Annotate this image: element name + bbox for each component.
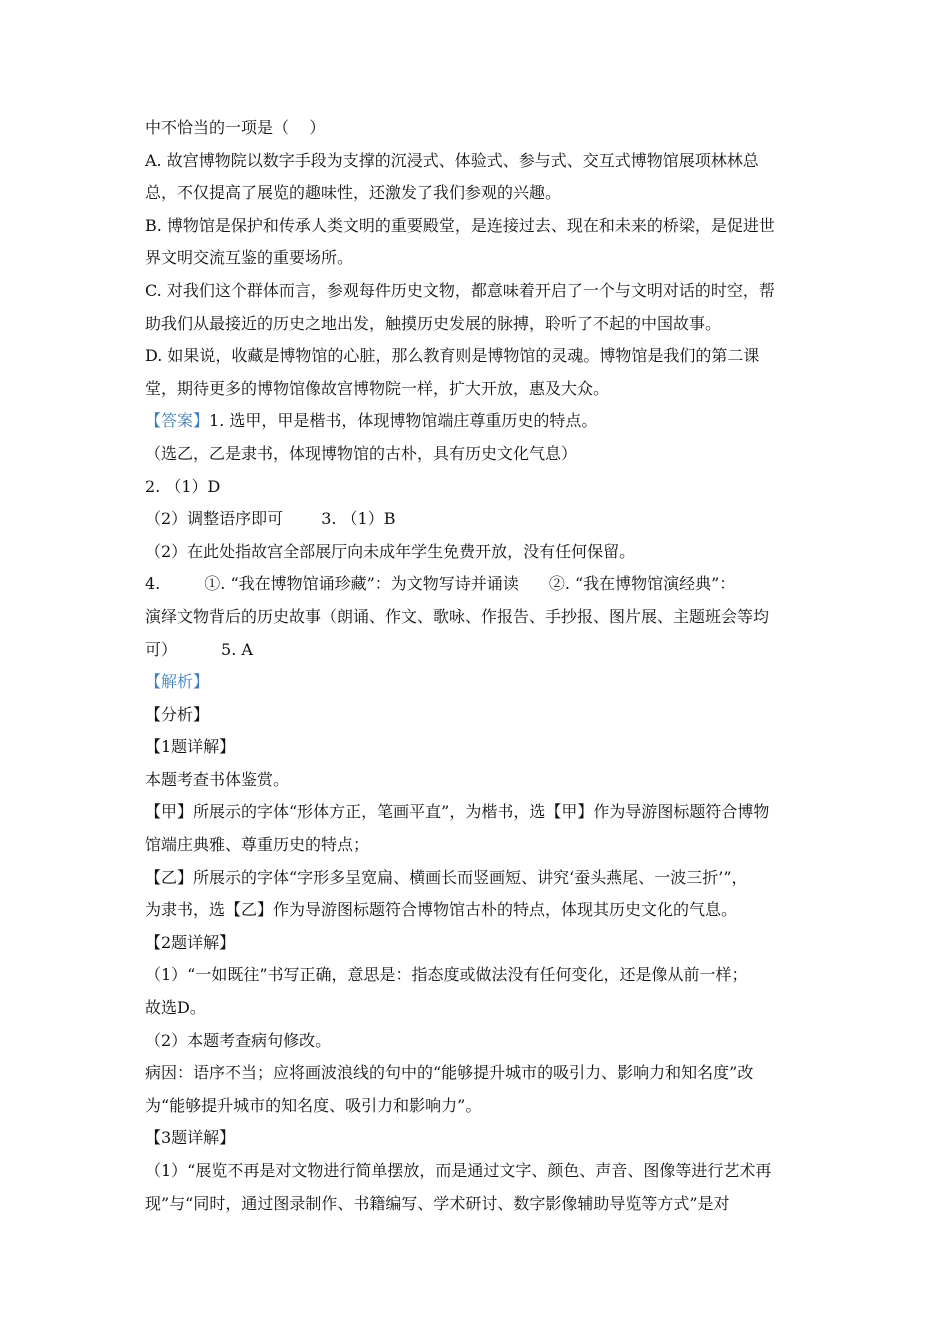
q2-part-1-line-1: （1）“一如既往”书写正确，意思是：指态度或做法没有任何变化，还是像从前一样； bbox=[145, 965, 748, 985]
answer-1-alternative: （选乙，乙是隶书，体现博物馆的古朴，具有历史文化气息） bbox=[145, 443, 578, 463]
option-a-line-2: 总，不仅提高了展览的趣味性，还激发了我们参观的兴趣。 bbox=[145, 183, 562, 203]
answer-3-part-1: 3. （1）B bbox=[321, 509, 396, 529]
option-c-line-2: 助我们从最接近的历史之地出发，触摸历史发展的脉搏，聆听了不起的中国故事。 bbox=[145, 313, 722, 333]
q2-reason-line-2: 为“能够提升城市的知名度、吸引力和影响力”。 bbox=[145, 1095, 482, 1115]
option-b-line-1: B. 博物馆是保护和传承人类文明的重要殿堂，是连接过去、现在和未来的桥梁，是促进世 bbox=[145, 215, 775, 235]
answer-2-part-1: 2. （1）D bbox=[145, 476, 221, 496]
answer-line-1 bbox=[145, 405, 810, 438]
option-a-line-1: A. 故宫博物院以数字手段为支撑的沉浸式、体验式、参与式、交互式博物馆展项林林总 bbox=[145, 150, 759, 170]
answer-4-5-line bbox=[145, 634, 810, 667]
answer-label: 【答案】 bbox=[145, 411, 210, 431]
option-b-line-2: 界文明交流互鉴的重要场所。 bbox=[145, 248, 354, 268]
q1-yi-line-2: 为隶书，选【乙】作为导游图标题符合博物馆古朴的特点，体现其历史文化的气息。 bbox=[145, 900, 738, 920]
q2-heading: 【2题详解】 bbox=[145, 932, 236, 952]
question-stem: 中不恰当的一项是（ ） bbox=[145, 118, 326, 137]
q2-part-2: （2）本题考查病句修改。 bbox=[145, 1030, 332, 1050]
option-d-line-2: 堂，期待更多的博物馆像故宫博物院一样，扩大开放，惠及大众。 bbox=[145, 378, 610, 398]
answer-4-line-1 bbox=[145, 568, 810, 601]
document-page bbox=[145, 112, 810, 1220]
q1-heading: 【1题详解】 bbox=[145, 737, 236, 757]
q1-yi-line-1: 【乙】所展示的字体“字形多呈宽扁、横画长而竖画短、讲究‘蚕头燕尾、一波三折’”， bbox=[145, 867, 748, 887]
q3-part-1-line-1: （1）“展览不再是对文物进行简单摆放，而是通过文字、颜色、声音、图像等进行艺术再 bbox=[145, 1161, 772, 1180]
option-d-line-1: D. 如果说，收藏是博物馆的心脏，那么教育则是博物馆的灵魂。博物馆是我们的第二课 bbox=[145, 346, 760, 366]
analysis-label: 【解析】 bbox=[145, 672, 210, 692]
answer-4-line-2: 演绎文物背后的历史故事（朗诵、作文、歌咏、作报告、手抄报、图片展、主题班会等均 bbox=[145, 606, 770, 626]
answer-4-point-1: ①. “我在博物馆诵珍藏”：为文物写诗并诵读 bbox=[204, 574, 519, 594]
fenxi-heading: 【分析】 bbox=[145, 704, 210, 724]
answer-2-3-line bbox=[145, 503, 810, 536]
answer-4-line-3: 可） bbox=[145, 639, 178, 659]
q1-jia-line-1: 【甲】所展示的字体“形体方正，笔画平直”，为楷书，选【甲】作为导游图标题符合博物 bbox=[145, 802, 770, 822]
option-c-line-1: C. 对我们这个群体而言，参观每件历史文物，都意味着开启了一个与文明对话的时空，帮 bbox=[145, 280, 775, 300]
answer-3-part-2: （2）在此处指故宫全部展厅向未成年学生免费开放，没有任何保留。 bbox=[145, 541, 636, 561]
q2-reason-line-1: 病因：语序不当；应将画波浪线的句中的“能够提升城市的吸引力、影响力和知名度”改 bbox=[145, 1063, 754, 1083]
q1-intro: 本题考查书体鉴赏。 bbox=[145, 769, 290, 789]
q1-jia-line-2: 馆端庄典雅、尊重历史的特点； bbox=[145, 835, 370, 855]
q2-part-1-line-2: 故选D。 bbox=[145, 998, 206, 1018]
q3-heading: 【3题详解】 bbox=[145, 1128, 236, 1148]
answer-4-point-2: ②. “我在博物馆演经典”： bbox=[548, 574, 736, 594]
answer-2-part-2: （2）调整语序即可 bbox=[145, 509, 284, 529]
answer-4-number: 4. bbox=[145, 574, 161, 594]
answer-5: 5. A bbox=[221, 639, 253, 659]
q3-part-1-line-2: 现”与“同时，通过图录制作、书籍编写、学术研讨、数字影像辅助导览等方式”是对 bbox=[145, 1193, 730, 1213]
answer-1: 1. 选甲，甲是楷书，体现博物馆端庄尊重历史的特点。 bbox=[209, 411, 598, 431]
